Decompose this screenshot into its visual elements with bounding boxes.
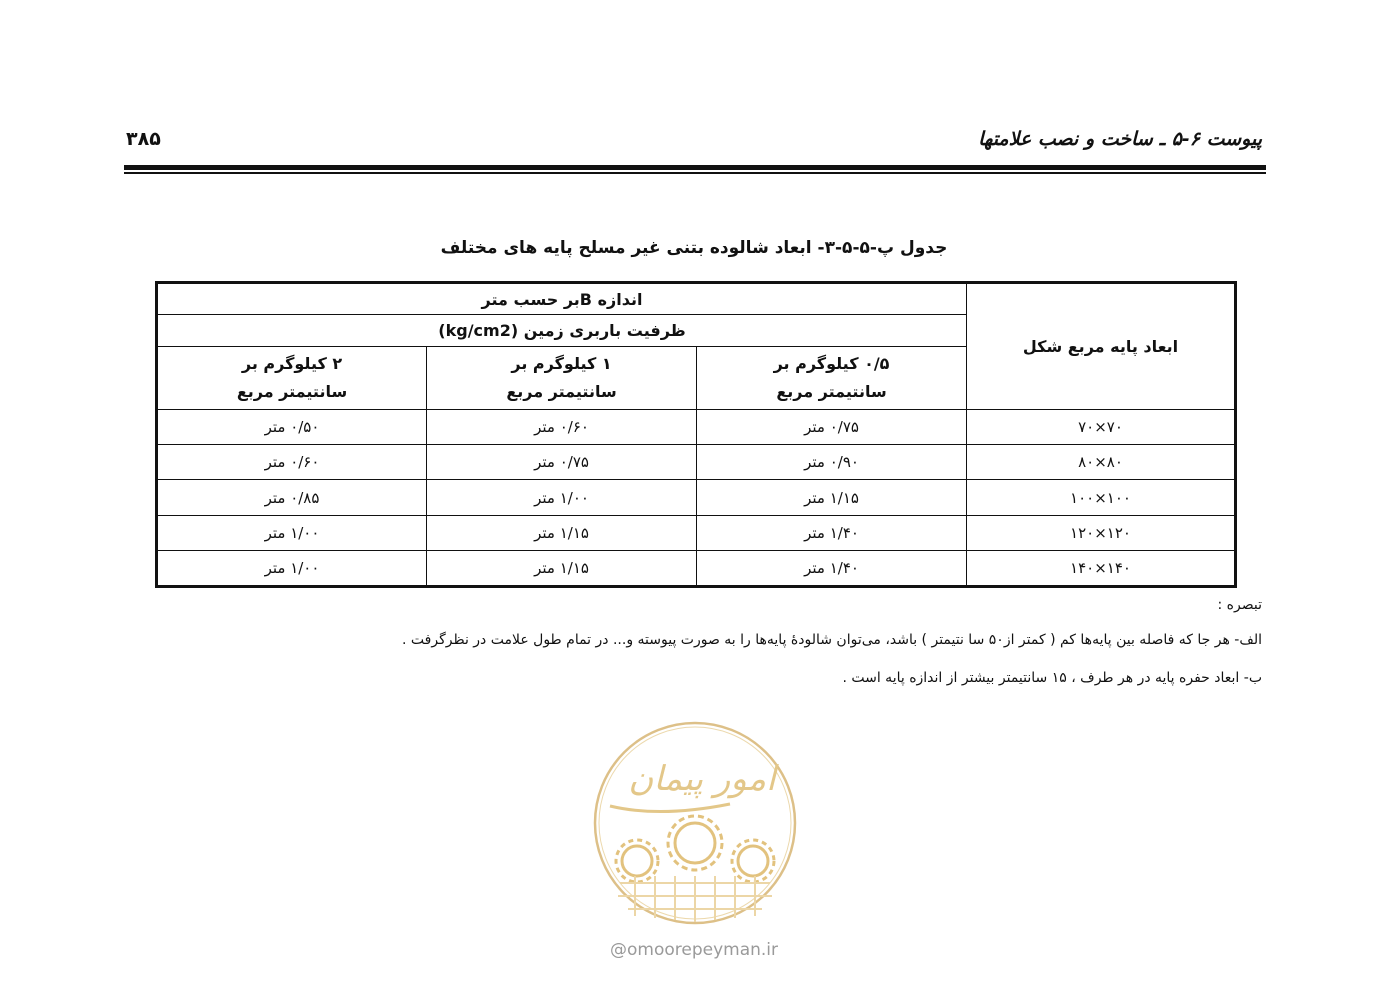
- header-rule-thin: [124, 172, 1266, 174]
- table-row: [157, 515, 1236, 550]
- cell-value: ۰/۵۰ متر: [157, 410, 427, 445]
- header-col-line2: سانتیمتر مربع: [776, 382, 887, 402]
- note-a: الف- هر جا که فاصله بین پایه‌ها کم ( کمتر از۵۰ سا نتیمتر ) باشد، می‌توان شالودهٔ پایه‌ها را به صورت پیوسته و... در تمام طول علامت در نظرگرفت .: [402, 632, 1262, 648]
- cell-value: ۰/۹۰ متر: [697, 445, 967, 480]
- header-rule-thick: [124, 165, 1266, 170]
- header-col-2: [157, 347, 427, 410]
- note-label: تبصره :: [1217, 597, 1262, 613]
- table-row: [157, 550, 1236, 586]
- cell-size: ۱۲۰×۱۲۰: [967, 515, 1236, 550]
- cell-value: ۱/۰۰ متر: [157, 515, 427, 550]
- cell-value: ۱/۴۰ متر: [697, 515, 967, 550]
- table-row: [157, 410, 1236, 445]
- cell-value: ۱/۰۰ متر: [157, 550, 427, 586]
- foundation-dimensions-table: [155, 281, 1237, 588]
- table-row: [157, 445, 1236, 480]
- cell-size: ۱۴۰×۱۴۰: [967, 550, 1236, 586]
- header-col-line1: ۲ کیلوگرم بر: [241, 354, 343, 374]
- note-b: ب- ابعاد حفره پایه در هر طرف ، ۱۵ سانتیمتر بیشتر از اندازه پایه است .: [842, 670, 1262, 686]
- running-header-title: پیوست ۶-۵ ـ ساخت و نصب علامتها: [978, 128, 1262, 150]
- cell-value: ۰/۶۰ متر: [157, 445, 427, 480]
- cell-value: ۰/۸۵ متر: [157, 480, 427, 515]
- cell-value: ۱/۱۵ متر: [697, 480, 967, 515]
- page-number: ۳۸۵: [126, 128, 161, 150]
- header-col-line1: ۰/۵ کیلوگرم بر: [773, 354, 890, 374]
- cell-value: ۰/۷۵ متر: [427, 445, 697, 480]
- header-square-post-dimensions: ابعاد پایه مربع شکل: [967, 283, 1236, 410]
- watermark-url: @omoorepeyman.ir: [609, 940, 779, 960]
- table-caption: جدول پ-۵-۵-۳- ابعاد شالوده بتنی غیر مسلح پایه های مختلف: [440, 238, 948, 258]
- cell-value: ۱/۱۵ متر: [427, 550, 697, 586]
- table-row: [157, 480, 1236, 515]
- header-soil-bearing-capacity: [157, 315, 967, 347]
- cell-size: ۷۰×۷۰: [967, 410, 1236, 445]
- header-col-1: [427, 347, 697, 410]
- cell-value: ۰/۷۵ متر: [697, 410, 967, 445]
- header-col-line2: سانتیمتر مربع: [506, 382, 617, 402]
- cell-size: ۸۰×۸۰: [967, 445, 1236, 480]
- logo-text: امور پیمان: [628, 759, 776, 799]
- cell-value: ۱/۴۰ متر: [697, 550, 967, 586]
- cell-value: ۰/۶۰ متر: [427, 410, 697, 445]
- header-col-line2: سانتیمتر مربع: [236, 382, 348, 402]
- cell-size: ۱۰۰×۱۰۰: [967, 480, 1236, 515]
- header-col-0-5: [697, 347, 967, 410]
- cell-value: ۱/۰۰ متر: [427, 480, 697, 515]
- cell-value: ۱/۱۵ متر: [427, 515, 697, 550]
- header-b-size-meters: اندازه Bبر حسب متر: [157, 283, 967, 315]
- header-col-line1: ۱ کیلوگرم بر: [511, 354, 612, 374]
- soil-bearing-capacity-text: ظرفیت باربری زمین (kg/cm2): [438, 321, 686, 341]
- omoore-peyman-seal-icon: [590, 718, 800, 928]
